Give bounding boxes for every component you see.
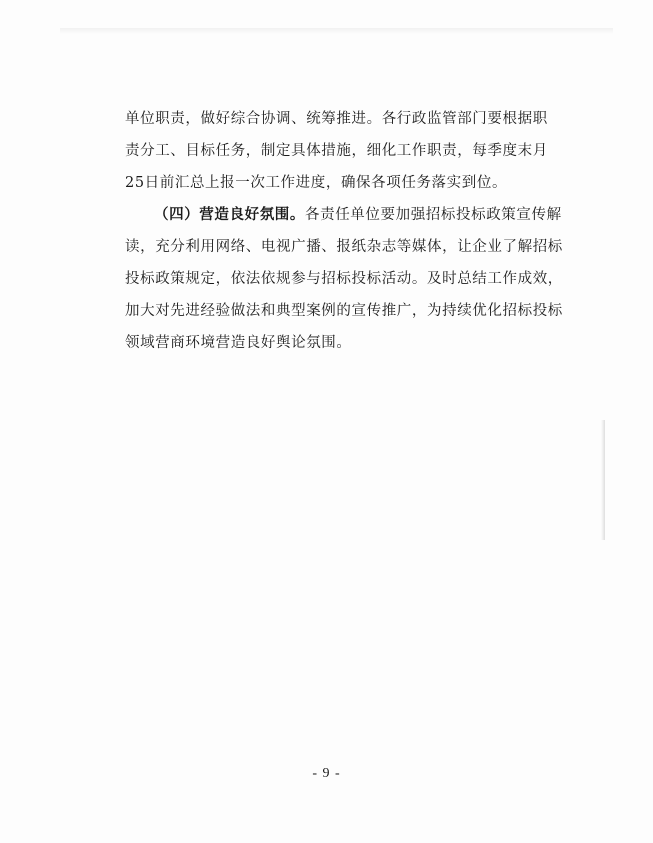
paragraph-line: 加大对先进经验做法和典型案例的宣传推广，为持续优化招标投标: [125, 303, 563, 319]
scan-shadow-top: [60, 28, 613, 34]
page-number: - 9 -: [312, 766, 341, 781]
paragraph-line: 单位职责，做好综合协调、统筹推进。各行政监管部门要根据职: [125, 111, 548, 127]
paragraph-line: 责分工、目标任务，制定具体措施，细化工作职责，每季度末月: [125, 143, 548, 159]
paragraph-text: 各责任单位要加强招标投标政策宣传解: [305, 207, 562, 223]
paragraph-line: 25日前汇总上报一次工作进度，确保各项任务落实到位。: [125, 175, 508, 191]
scan-shadow-right: [601, 420, 605, 540]
paragraph-line: 读，充分利用网络、电视广播、报纸杂志等媒体，让企业了解招标: [125, 239, 563, 255]
section-heading-line: [125, 199, 562, 231]
paragraph-line: 领域营商环境营造良好舆论氛围。: [125, 335, 352, 351]
paragraph-line: 投标政策规定，依法依规参与招标投标活动。及时总结工作成效，: [125, 271, 563, 287]
section-heading: （四）营造良好氛围。: [154, 207, 305, 223]
body-text: [125, 103, 563, 359]
